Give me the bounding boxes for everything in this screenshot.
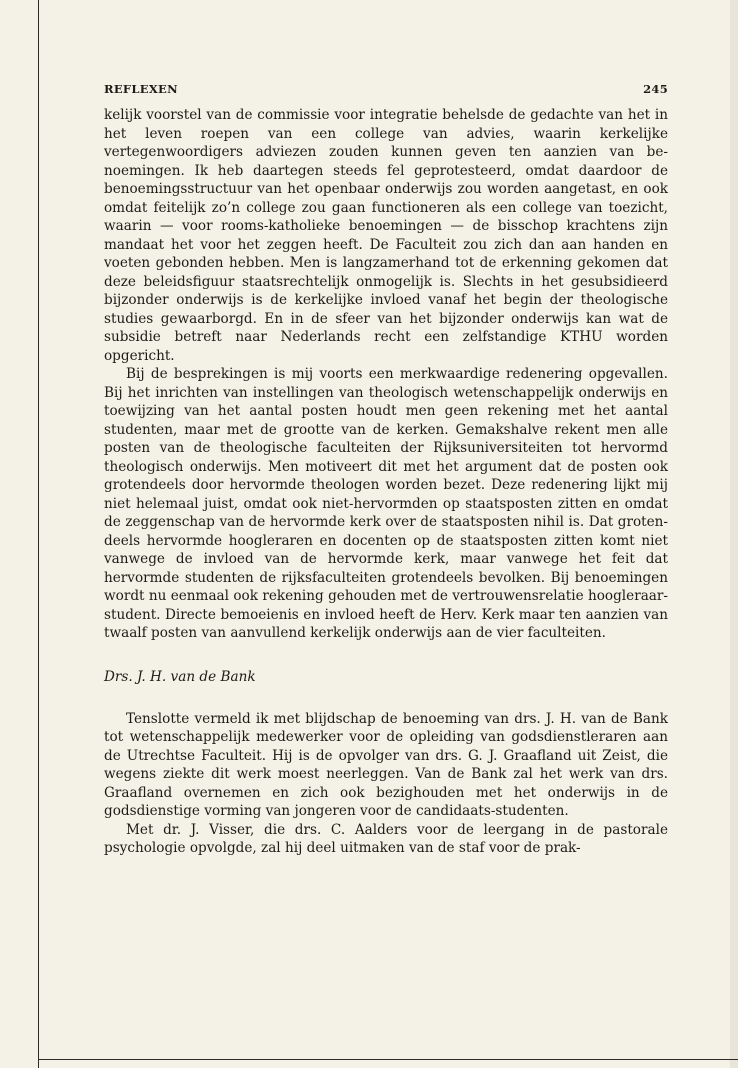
running-head [104,82,668,96]
running-head-title: REFLEXEN [104,82,178,96]
scan-edge-right [730,0,738,1068]
paragraph-continued: kelijk voorstel van de commissie voor integratie behelsde de gedachte van het in het leven roepen van een college van advies, waarin kerkelijke vertegenwoordigers adviezen zouden kunnen geven ten aanzien van benoemingen. Ik heb daartegen steeds fel geprotesteerd, omdat daardoor de benoemingsstructuur van het openbaar onderwijs zou worden aangetast, en ook omdat feitelijk zo’n college zou gaan functioneren als een college van toezicht, waarin — voor rooms-katholieke benoemingen — de bisschop krachtens zijn mandaat het voor het zeggen heeft. De Faculteit zou zich dan aan handen en voeten gebonden hebben. Men is langzamerhand tot de erkenning gekomen dat deze beleidsfiguur staatsrechtelijk onmogelijk is. Slechts in het gesubsidieerd bijzonder onderwijs is de kerkelijke invloed vanaf het begin der theologische studies gewaarborgd. En in de sfeer van het bijzonder onderwijs kan wat de subsidie betreft naar Nederlands recht een zelfstandige KTHU worden opgericht. [104,107,668,364]
page-number: 245 [643,82,668,96]
scan-edge-bottom [38,1059,738,1060]
paragraph-benoeming: Tenslotte vermeld ik met blijdschap de benoeming van drs. J. H. van de Bank tot wetenschappelijk medewerker voor de opleiding van godsdienstleraren aan de Utrechtse Faculteit. Hij is de opvolger van drs. G. J. Graafland uit Zeist, die wegens ziekte dit werk moest neerleggen. Van de Bank zal het werk van drs. Graafland overnemen en zich ook bezighouden met het onderwijs in de godsdienstige vorming van jongeren voor de candidaats-studenten. [104,710,668,819]
section-title: Drs. J. H. van de Bank [104,668,256,685]
paragraph-visser: Met dr. J. Visser, die drs. C. Aalders voor de leergang in de pastorale psychologie opvolgde, zal hij deel uitmaken van de staf voor de prak- [104,821,668,856]
scan-edge-left [38,0,39,1068]
paragraph-redenering: Bij de besprekingen is mij voorts een merkwaardige redenering opgevallen. Bij het inrichten van instellingen van theologisch wetenschappelijk onderwijs en toewijzing van het aantal posten houdt men geen rekening met het aantal studenten, maar met de grootte van de kerken. Gemakshalve rekent men alle posten van de theologische faculteiten der Rijksuniversiteiten tot hervormd theologisch onderwijs. Men motiveert dit met het argument dat de posten ook grotendeels door hervormde theologen worden bezet. Deze redenering lijkt mij niet helemaal juist, omdat ook niet-hervormden op staatsposten zitten en omdat de zeggenschap van de hervormde kerk over de staatsposten nihil is. Dat grotendeels hervormde hoogleraren en docenten op de staatsposten zitten komt niet vanwege de invloed van de hervormde kerk, maar vanwege het feit dat hervormde studenten de rijksfaculteiten grotendeels bevolken. Bij benoemingen wordt nu eenmaal ook rekening gehouden met de vertrouwensrelatie hoogleraar-student. Directe bemoeienis en invloed heeft de Herv. Kerk maar ten aanzien van twaalf posten van aanvullend kerkelijk onderwijs aan de vier faculteiten. [104,366,668,641]
book-page [104,82,668,858]
